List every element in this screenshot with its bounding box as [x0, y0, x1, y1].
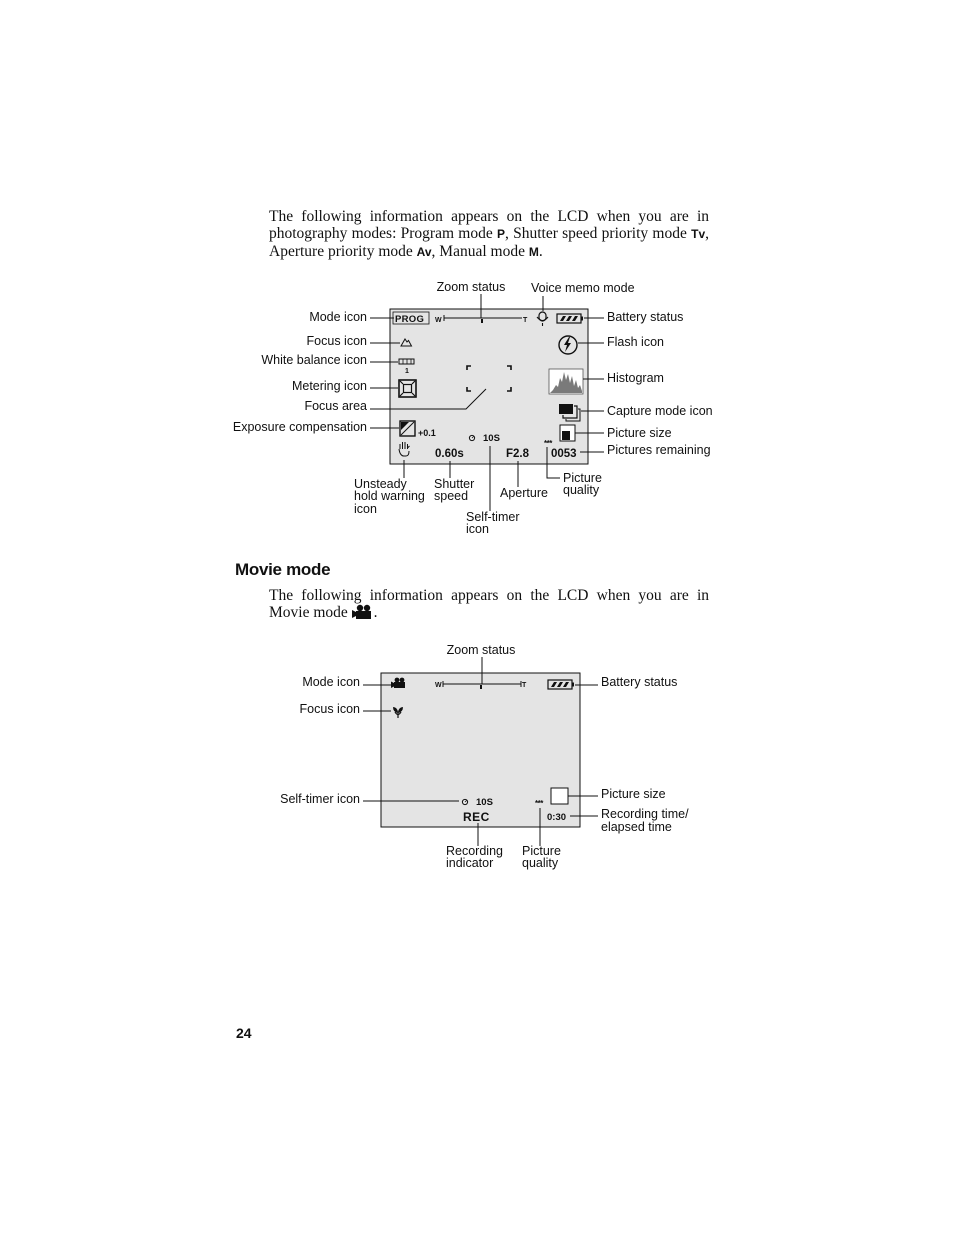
page-number: 24	[236, 1025, 252, 1041]
program-mode-symbol: P	[496, 227, 505, 241]
label-unsteady-2: hold warning	[354, 489, 425, 503]
label-aperture: Aperture	[500, 486, 548, 500]
label-histogram: Histogram	[607, 371, 664, 385]
movie-label-rec-ind-2: indicator	[446, 856, 494, 870]
movie-mode-heading: Movie mode	[235, 560, 331, 579]
movie-label-quality-2: quality	[522, 856, 559, 870]
movie-intro-end: .	[373, 604, 378, 621]
movie-rec-indicator: REC	[463, 810, 490, 824]
manual-mode-symbol: M	[528, 245, 539, 259]
movie-label-picture-size: Picture size	[601, 787, 666, 801]
movie-label-quality-1: Picture	[522, 844, 561, 858]
intro-text-4: , Manual mode	[431, 243, 529, 260]
movie-picture-size-icon	[551, 788, 568, 804]
label-self-timer-1: Self-timer	[466, 510, 520, 524]
intro-text-2: , Shutter speed priority mode	[504, 225, 692, 242]
zoom-w-label: W	[435, 317, 442, 324]
movie-quality-stars: ***	[535, 799, 543, 808]
movie-label-self-timer-icon: Self-timer icon	[280, 792, 360, 806]
label-focus-icon: Focus icon	[306, 334, 367, 348]
tv-mode-symbol: Tv	[691, 227, 706, 241]
wb-value: 1	[405, 368, 409, 375]
label-shutter-1: Shutter	[434, 477, 475, 491]
movie-intro-text: The following information appears on the LCD when you are in Movie mode	[269, 587, 709, 621]
label-capture-mode-icon: Capture mode icon	[607, 404, 713, 418]
movie-time-value: 0:30	[547, 812, 567, 823]
lcd-shutter-value: 0.60s	[435, 448, 464, 460]
label-picture-quality-2: quality	[563, 483, 600, 497]
zoom-t-label: T	[523, 317, 528, 324]
intro-text-3: , Aperture priority mode	[269, 225, 709, 260]
movie-zoom-w: W	[435, 682, 442, 689]
label-picture-quality-1: Picture	[563, 471, 602, 485]
label-unsteady-1: Unsteady	[354, 477, 407, 491]
lcd-remaining-value: 0053	[551, 448, 577, 460]
label-unsteady-3: icon	[354, 502, 377, 516]
label-voice-memo-mode: Voice memo mode	[531, 281, 635, 295]
label-battery-status: Battery status	[607, 310, 684, 324]
movie-timer-value: 10S	[476, 797, 493, 808]
lcd-timer-value: 10S	[483, 433, 500, 444]
intro-text-end: .	[538, 243, 543, 260]
intro-text-1: The following information appears on the LCD when you are in photography modes: Program mode	[269, 208, 709, 242]
movie-label-focus-icon: Focus icon	[299, 702, 360, 716]
movie-label-rec-ind-1: Recording	[446, 844, 503, 858]
lcd-exposure-value: +0.1	[418, 428, 436, 438]
movie-zoom-t: T	[522, 682, 527, 689]
lcd-quality-stars: ***	[544, 439, 552, 448]
label-white-balance-icon: White balance icon	[261, 353, 367, 367]
label-zoom-status: Zoom status	[436, 280, 506, 294]
label-exposure-compensation: Exposure compensation	[232, 420, 367, 434]
label-self-timer-2: icon	[466, 522, 489, 536]
label-picture-size: Picture size	[607, 426, 672, 440]
label-focus-area: Focus area	[304, 399, 367, 413]
label-pictures-remaining: Pictures remaining	[607, 443, 711, 457]
movie-label-rec-time-1: Recording time/	[601, 807, 689, 821]
label-mode-icon: Mode icon	[309, 310, 367, 324]
lcd-aperture-value: F2.8	[506, 448, 530, 460]
movie-label-zoom-status: Zoom status	[446, 643, 516, 657]
label-shutter-2: speed	[434, 489, 469, 503]
av-mode-symbol: Av	[416, 245, 432, 259]
movie-label-mode-icon: Mode icon	[302, 675, 360, 689]
label-metering-icon: Metering icon	[291, 379, 367, 393]
label-flash-icon: Flash icon	[607, 335, 664, 349]
movie-label-rec-time-2: elapsed time	[601, 820, 672, 834]
movie-zoom-marker	[480, 685, 482, 689]
lcd-mode-text: PROG	[395, 314, 425, 325]
movie-label-battery-status: Battery status	[601, 675, 678, 689]
